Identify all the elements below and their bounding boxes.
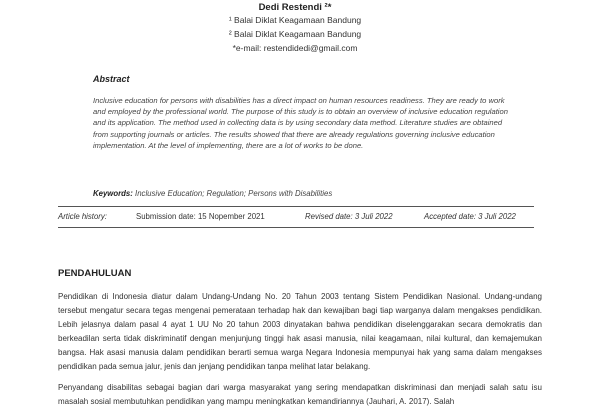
section-heading: PENDAHULUAN bbox=[58, 268, 132, 279]
affiliation-1: ¹ Balai Diklat Keagamaan Bandung bbox=[228, 15, 362, 25]
history-bottom-rule bbox=[58, 227, 534, 228]
affiliation-2: ² Balai Diklat Keagamaan Bandung bbox=[228, 29, 362, 39]
submission-date: Submission date: 15 Nopember 2021 bbox=[136, 212, 265, 221]
keywords-line bbox=[93, 189, 332, 198]
author-name: Dedi Restendi ²* bbox=[258, 2, 332, 13]
keywords-label: Keywords: bbox=[93, 189, 133, 198]
article-history-label: Article history: bbox=[58, 212, 107, 221]
author-email: *e-mail: restendidedi@gmail.com bbox=[232, 43, 358, 53]
keywords-value: Inclusive Education; Regulation; Persons with Disabilities bbox=[135, 189, 333, 198]
body-paragraph-2: Penyandang disabilitas sebagai bagian dari warga masyarakat yang sering mendapatkan diskriminasi dan menjadi salah satu isu masalah sosial membutuhkan pendidikan yang mampu meningkatkan kemandiriannya (Jauhari, A. 2017). Salah bbox=[58, 383, 542, 406]
abstract-heading: Abstract bbox=[93, 74, 130, 84]
body-paragraph-1: Pendidikan di Indonesia diatur dalam Undang-Undang No. 20 Tahun 2003 tentang Sistem Pendidikan Nasional. Undang-undang tersebut mengatur secara tegas mengenai pemerataan terhadap hak dan kewajiban bagi tiap warganya dalam mengakses pendidikan. Lebih jelasnya dalam pasal 4 ayat 1 UU No 20 tahun 2003 dinyatakan bahwa pendidikan diselenggarakan secara demokratis dan berkeadilan serta tidak diskriminatif dengan menjunjung tinggi hak asasi manusia, nilai keagamaan, nilai kultural, dan kemajemukan bangsa. Hak asasi manusia dalam pendidikan berarti semua warga Negara Indonesia mempunyai hak yang sama dalam mengakses pendidikan pada semua jalur, jenis dan jenjang pendidikan tanpa melihat latar belakang. bbox=[58, 292, 542, 371]
history-top-rule bbox=[58, 206, 534, 207]
accepted-date: Accepted date: 3 Juli 2022 bbox=[424, 212, 516, 221]
abstract-body: Inclusive education for persons with disabilities has a direct impact on human resources readiness. They are ready to work and employed by the professional world. The purpose of this study is to obtain an overview of inclusive education regulation and its application. The method used in collecting data is by using secondary data method. Literature studies are obtained from supporting journals or articles. The results showed that there are already regulations governing inclusive education implementation. At the level of implementing, there are a lot of works to be done. bbox=[93, 96, 508, 150]
revised-date: Revised date: 3 Juli 2022 bbox=[305, 212, 393, 221]
